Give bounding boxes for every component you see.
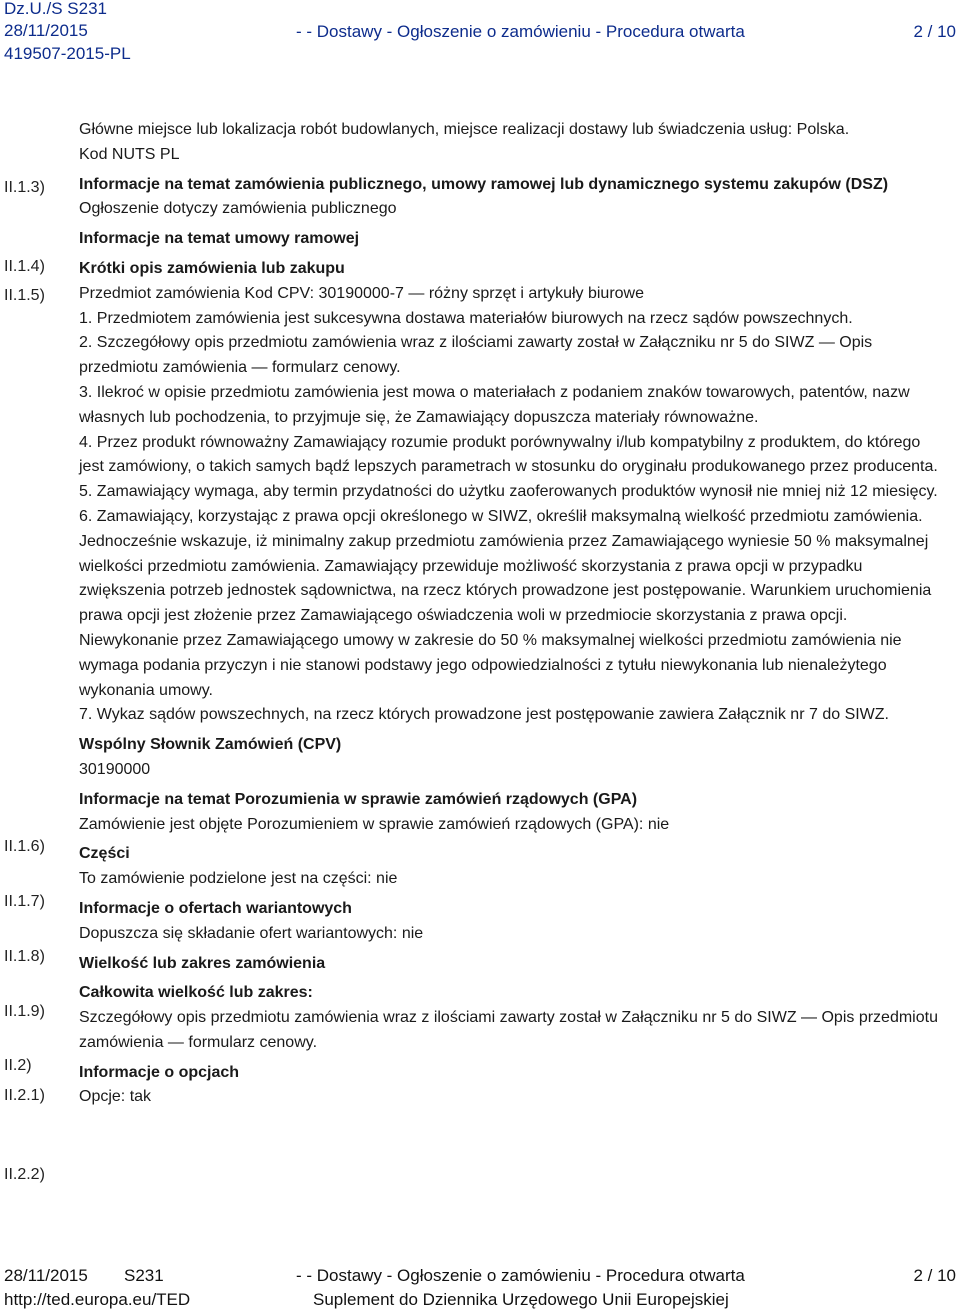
section-label: II.1.3) [4, 179, 45, 196]
footer-supplement: Suplement do Dziennika Urzędowego Unii Europejskiej [313, 1290, 729, 1309]
footer-issue: S231 [124, 1266, 164, 1285]
scope-title: Wielkość lub zakres zamówienia [79, 954, 326, 972]
section-label: II.1.4) [4, 258, 45, 275]
framework-agreement-title: Informacje na temat umowy ramowej [79, 230, 360, 248]
section-label: II.1.8) [4, 948, 45, 965]
footer-page-number: 2 / 10 [913, 1266, 956, 1285]
section-label: II.1.5) [4, 287, 45, 304]
journal-ref: Dz.U./S S231 [4, 0, 107, 18]
footer-title: - - Dostawy - Ogłoszenie o zamówieniu - Procedura otwarta [296, 1266, 745, 1285]
short-description-line: 4. Przez produkt równoważny Zamawiający rozumie produkt porównywalny i/lub kompatybilny z produktem, do którego jest zamówiony, o takich samych bądź lepszych parametrach w stosunku do oryginału produkowanego przez producenta. [79, 433, 938, 476]
section-label: II.1.6) [4, 838, 45, 855]
variants-title: Informacje o ofertach wariantowych [79, 899, 352, 917]
footer-date: 28/11/2015 [4, 1266, 88, 1285]
variants-text: Dopuszcza się składanie ofert wariantowych: nie [79, 924, 424, 942]
section-label: II.2) [4, 1057, 32, 1074]
total-quantity-title: Całkowita wielkość lub zakres: [79, 984, 313, 1002]
section-label: II.1.9) [4, 1003, 45, 1020]
public-contract-info-text: Ogłoszenie dotyczy zamówienia publicznego [79, 200, 397, 218]
cpv-title: Wspólny Słownik Zamówień (CPV) [79, 736, 342, 754]
page-footer [0, 1262, 960, 1311]
short-description-line: Przedmiot zamówienia Kod CPV: 30190000-7 — różny sprzęt i artykuły biurowe [79, 284, 644, 302]
notice-number: 419507-2015-PL [4, 44, 131, 63]
nuts-code: Kod NUTS PL [79, 145, 180, 163]
short-description-title: Krótki opis zamówienia lub zakupu [79, 259, 345, 277]
notice-body [79, 118, 949, 1110]
short-description-line: 5. Zamawiający wymaga, aby termin przydatności do użytku zaoferowanych produktów wynosił nie mniej niż 12 miesięcy. [79, 483, 938, 501]
header-date: 28/11/2015 [4, 21, 88, 40]
section-label: II.2.2) [4, 1166, 45, 1183]
options-title: Informacje o opcjach [79, 1063, 240, 1081]
gpa-title: Informacje na temat Porozumienia w sprawie zamówień rządowych (GPA) [79, 790, 638, 808]
footer-url[interactable]: http://ted.europa.eu/TED [4, 1290, 191, 1309]
lots-title: Części [79, 845, 130, 863]
gpa-text: Zamówienie jest objęte Porozumieniem w sprawie zamówień rządowych (GPA): nie [79, 815, 670, 833]
section-label: II.1.7) [4, 893, 45, 910]
public-contract-info-title: Informacje na temat zamówienia publicznego, umowy ramowej lub dynamicznego systemu zakupów (DSZ) [79, 175, 889, 193]
place-of-performance: Główne miejsce lub lokalizacja robót budowlanych, miejsce realizacji dostawy lub świadczenia usług: Polska. [79, 121, 850, 138]
page-header [0, 0, 960, 70]
header-title: - - Dostawy - Ogłoszenie o zamówieniu - Procedura otwarta [296, 22, 745, 41]
short-description-line: 1. Przedmiotem zamówienia jest sukcesywna dostawa materiałów biurowych na rzecz sądów powszechnych. [79, 309, 853, 327]
section-label: II.2.1) [4, 1087, 45, 1104]
header-page-number: 2 / 10 [913, 22, 956, 41]
cpv-value: 30190000 [79, 760, 151, 778]
short-description-line: 2. Szczegółowy opis przedmiotu zamówienia wraz z ilościami zawarty został w Załączniku nr 5 do SIWZ — Opis przedmiotu zamówienia — formularz cenowy. [79, 334, 873, 377]
short-description-line: 3. Ilekroć w opisie przedmiotu zamówienia jest mowa o materiałach z podaniem znaków towarowych, patentów, nazw własnych lub pochodzenia, to przyjmuje się, że Zamawiający dopuszcza materiały równoważne. [79, 383, 910, 426]
short-description-line: 6. Zamawiający, korzystając z prawa opcji określonego w SIWZ, określił maksymalną wielkość przedmiotu zamówienia. Jednocześnie wskazuje, iż minimalny zakup przedmiotu zamówienia przez Zamawiającego wyniesie 50 % maksymalnej wielkości przedmiotu zamówienia. Zamawiający przewiduje możliwość skorzystania z prawa opcji w przypadku zwiększenia potrzeb jednostek sądownictwa, na rzecz których prowadzone jest postępowanie. Warunkiem uruchomienia prawa opcji jest złożenie przez Zamawiającego oświadczenia woli w przedmiocie skorzystania z prawa opcji. Niewykonanie przez Zamawiającego umowy w zakresie do 50 % maksymalnej wielkości przedmiotu zamówienia nie wymaga podania przyczyn i nie stanowi podstawy jego odpowiedzialności z tytułu niewykonania lub nienależytego wykonania umowy. [79, 507, 932, 699]
total-quantity-text: Szczegółowy opis przedmiotu zamówienia wraz z ilościami zawarty został w Załączniku nr 5 do SIWZ — Opis przedmiotu zamówienia — formularz cenowy. [79, 1009, 938, 1051]
lots-text: To zamówienie podzielone jest na części: nie [79, 870, 398, 888]
options-text: Opcje: tak [79, 1088, 152, 1106]
short-description-line: 7. Wykaz sądów powszechnych, na rzecz których prowadzone jest postępowanie zawiera Załącznik nr 7 do SIWZ. [79, 706, 889, 724]
